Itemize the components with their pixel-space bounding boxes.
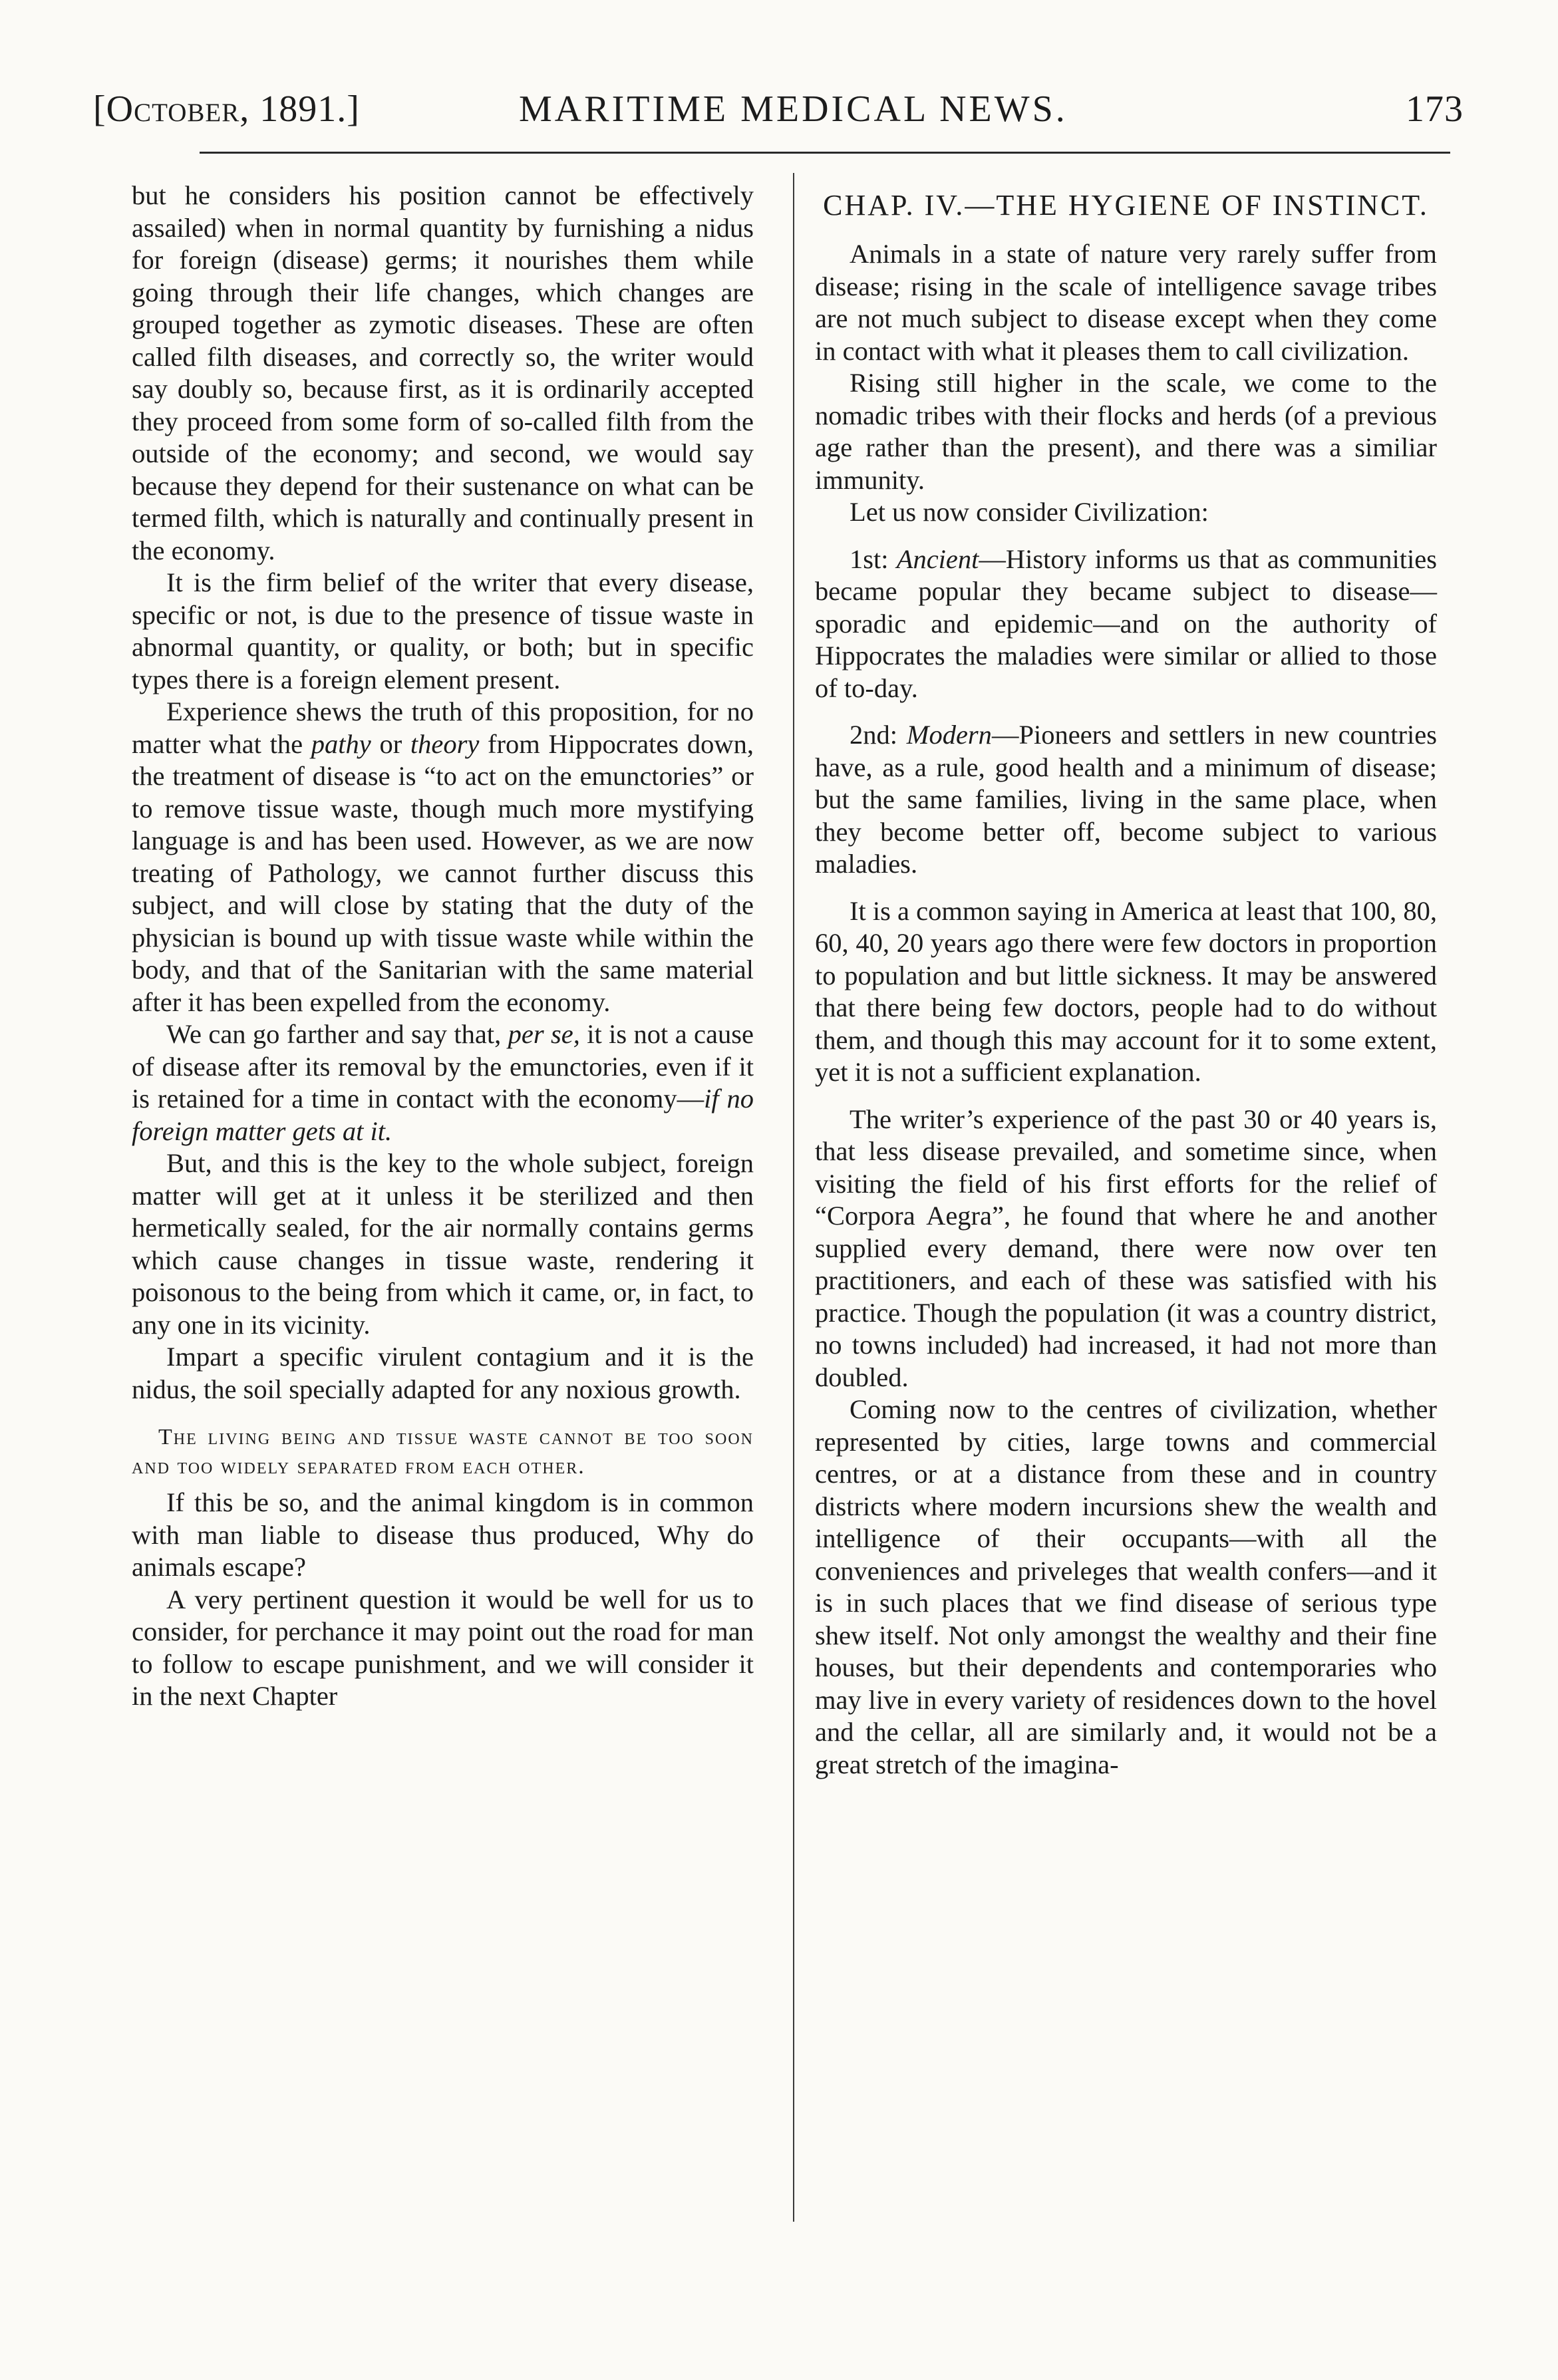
column-divider	[793, 173, 794, 2222]
left-column	[132, 180, 754, 1713]
paragraph: but he considers his position cannot be effectively assailed) when in normal quantity by furnishing a nidus for foreign (disease) germs; it nourishes them while going through their life changes, which changes are grouped together as zymotic diseases. These are often called filth diseases, and correctly so, the writer would say doubly so, because first, as it is ordinarily accepted they proceed from some form of so-called filth from the outside of the economy; and second, we would say because they depend for their sustenance on what can be termed filth, which is naturally and continually present in the economy.	[132, 180, 754, 565]
italic-per-se: per se,	[508, 1019, 580, 1049]
chapter-title: CHAP. IV.—THE HYGIENE OF INSTINCT.	[823, 189, 1429, 222]
paragraph: Coming now to the centres of civilization, whether represented by cities, large towns and commercial centres, or at a distance from these and in country districts where modern incursions shew the wealth and intelligence of their occupants—with all the conveniences and priveleges that wealth confers—and it is in such places that we find disease of serious type shew itself. Not only amongst the wealthy and their fine houses, but their dependents and contemporaries who may live in every variety of residences down to the hovel and the cellar, all are similarly and, it would not be a great stretch of the imagina-	[815, 1394, 1437, 1779]
right-column	[815, 188, 1437, 1781]
paragraph: Let us now consider Civilization:	[850, 497, 1209, 527]
paragraph: We can go farther and say that, per se, it is not a cause of disease after its removal by the emunctories, even if it is retained for a time in contact with the economy—if no foreign matter gets at it.	[132, 1019, 754, 1146]
paragraph: A very pertinent question it would be well for us to consider, for perchance it may point out the road for man to follow to escape punishment, and we will consider it in the next Chapter	[132, 1584, 754, 1711]
page-header	[93, 80, 1464, 140]
header-rule	[200, 152, 1450, 154]
journal-title: MARITIME MEDICAL NEWS.	[519, 88, 1068, 130]
paragraph: 1st: Ancient—History informs us that as communities became popular they became subject to disease—sporadic and epidemic—and on the authority of Hippocrates the maladies were similar or allied to those of to-day.	[815, 543, 1437, 703]
italic-pathy: pathy	[311, 728, 371, 759]
paragraph: If this be so, and the animal kingdom is in common with man liable to disease thus produced, Why do animals escape?	[132, 1487, 754, 1582]
paragraph: But, and this is the key to the whole subject, foreign matter will get at it unless it be sterilized and then hermetically sealed, for the air normally contains germs which cause changes in tissue waste, rendering it poisonous to the being from which it came, or, in fact, to any one in its vicinity.	[132, 1148, 754, 1340]
italic-modern: Modern	[906, 720, 992, 750]
paragraph: 2nd: Modern—Pioneers and settlers in new countries have, as a rule, good health and a minimum of disease; but the same families, living in the same place, when they become better off, become subject to various maladies.	[815, 720, 1437, 879]
paragraph: Impart a specific virulent contagium and it is the nidus, the soil specially adapted for any noxious growth.	[132, 1342, 754, 1404]
paragraph: Experience shews the truth of this proposition, for no matter what the pathy or theory from Hippocrates down, the treatment of disease is “to act on the emunctories” or to remove tissue waste, though much more mystifying language is and has been used. However, as we are now treating of Pathology, we cannot further discuss this subject, and will close by stating that the duty of the physician is bound up with tissue waste while within the body, and that of the Sanitarian with the same material after it has been expelled from the economy.	[132, 696, 754, 1017]
paragraph: Rising still higher in the scale, we come to the nomadic tribes with their flocks and herds (of a previous age rather than the present), and there was a similiar immunity.	[815, 368, 1437, 495]
paragraph: Animals in a state of nature very rarely suffer from disease; rising in the scale of intelligence savage tribes are not much subject to disease except when they come in contact with what it pleases them to call civilization.	[815, 239, 1437, 366]
section-subheading: The living being and tissue waste cannot be too soon and too widely separated from each other.	[132, 1425, 754, 1479]
paragraph: The writer’s experience of the past 30 or 40 years is, that less disease prevailed, and sometime since, when visiting the field of his first efforts for the relief of “Corpora Aegra”, he found that where he and another supplied every demand, there were now over ten practitioners, and each of these was satisfied with his practice. Though the population (it was a country district, no towns included) had increased, it had not more than doubled.	[815, 1104, 1437, 1392]
paragraph: It is the firm belief of the writer that every disease, specific or not, is due to the presence of tissue waste in abnormal quantity, or quality, or both; but in specific types there is a foreign element present.	[132, 567, 754, 694]
italic-theory: theory	[410, 728, 480, 759]
issue-date: [October, 1891.]	[93, 88, 360, 130]
paragraph: It is a common saying in America at least that 100, 80, 60, 40, 20 years ago there were few doctors in proportion to population and but little sickness. It may be answered that there being few doctors, people had to do without them, and though this may account for it to some extent, yet it is not a sufficient explanation.	[815, 895, 1437, 1087]
italic-emphasis: if no foreign matter gets at it.	[132, 1084, 754, 1146]
italic-ancient: Ancient	[896, 543, 979, 574]
page-number: 173	[1406, 88, 1464, 130]
